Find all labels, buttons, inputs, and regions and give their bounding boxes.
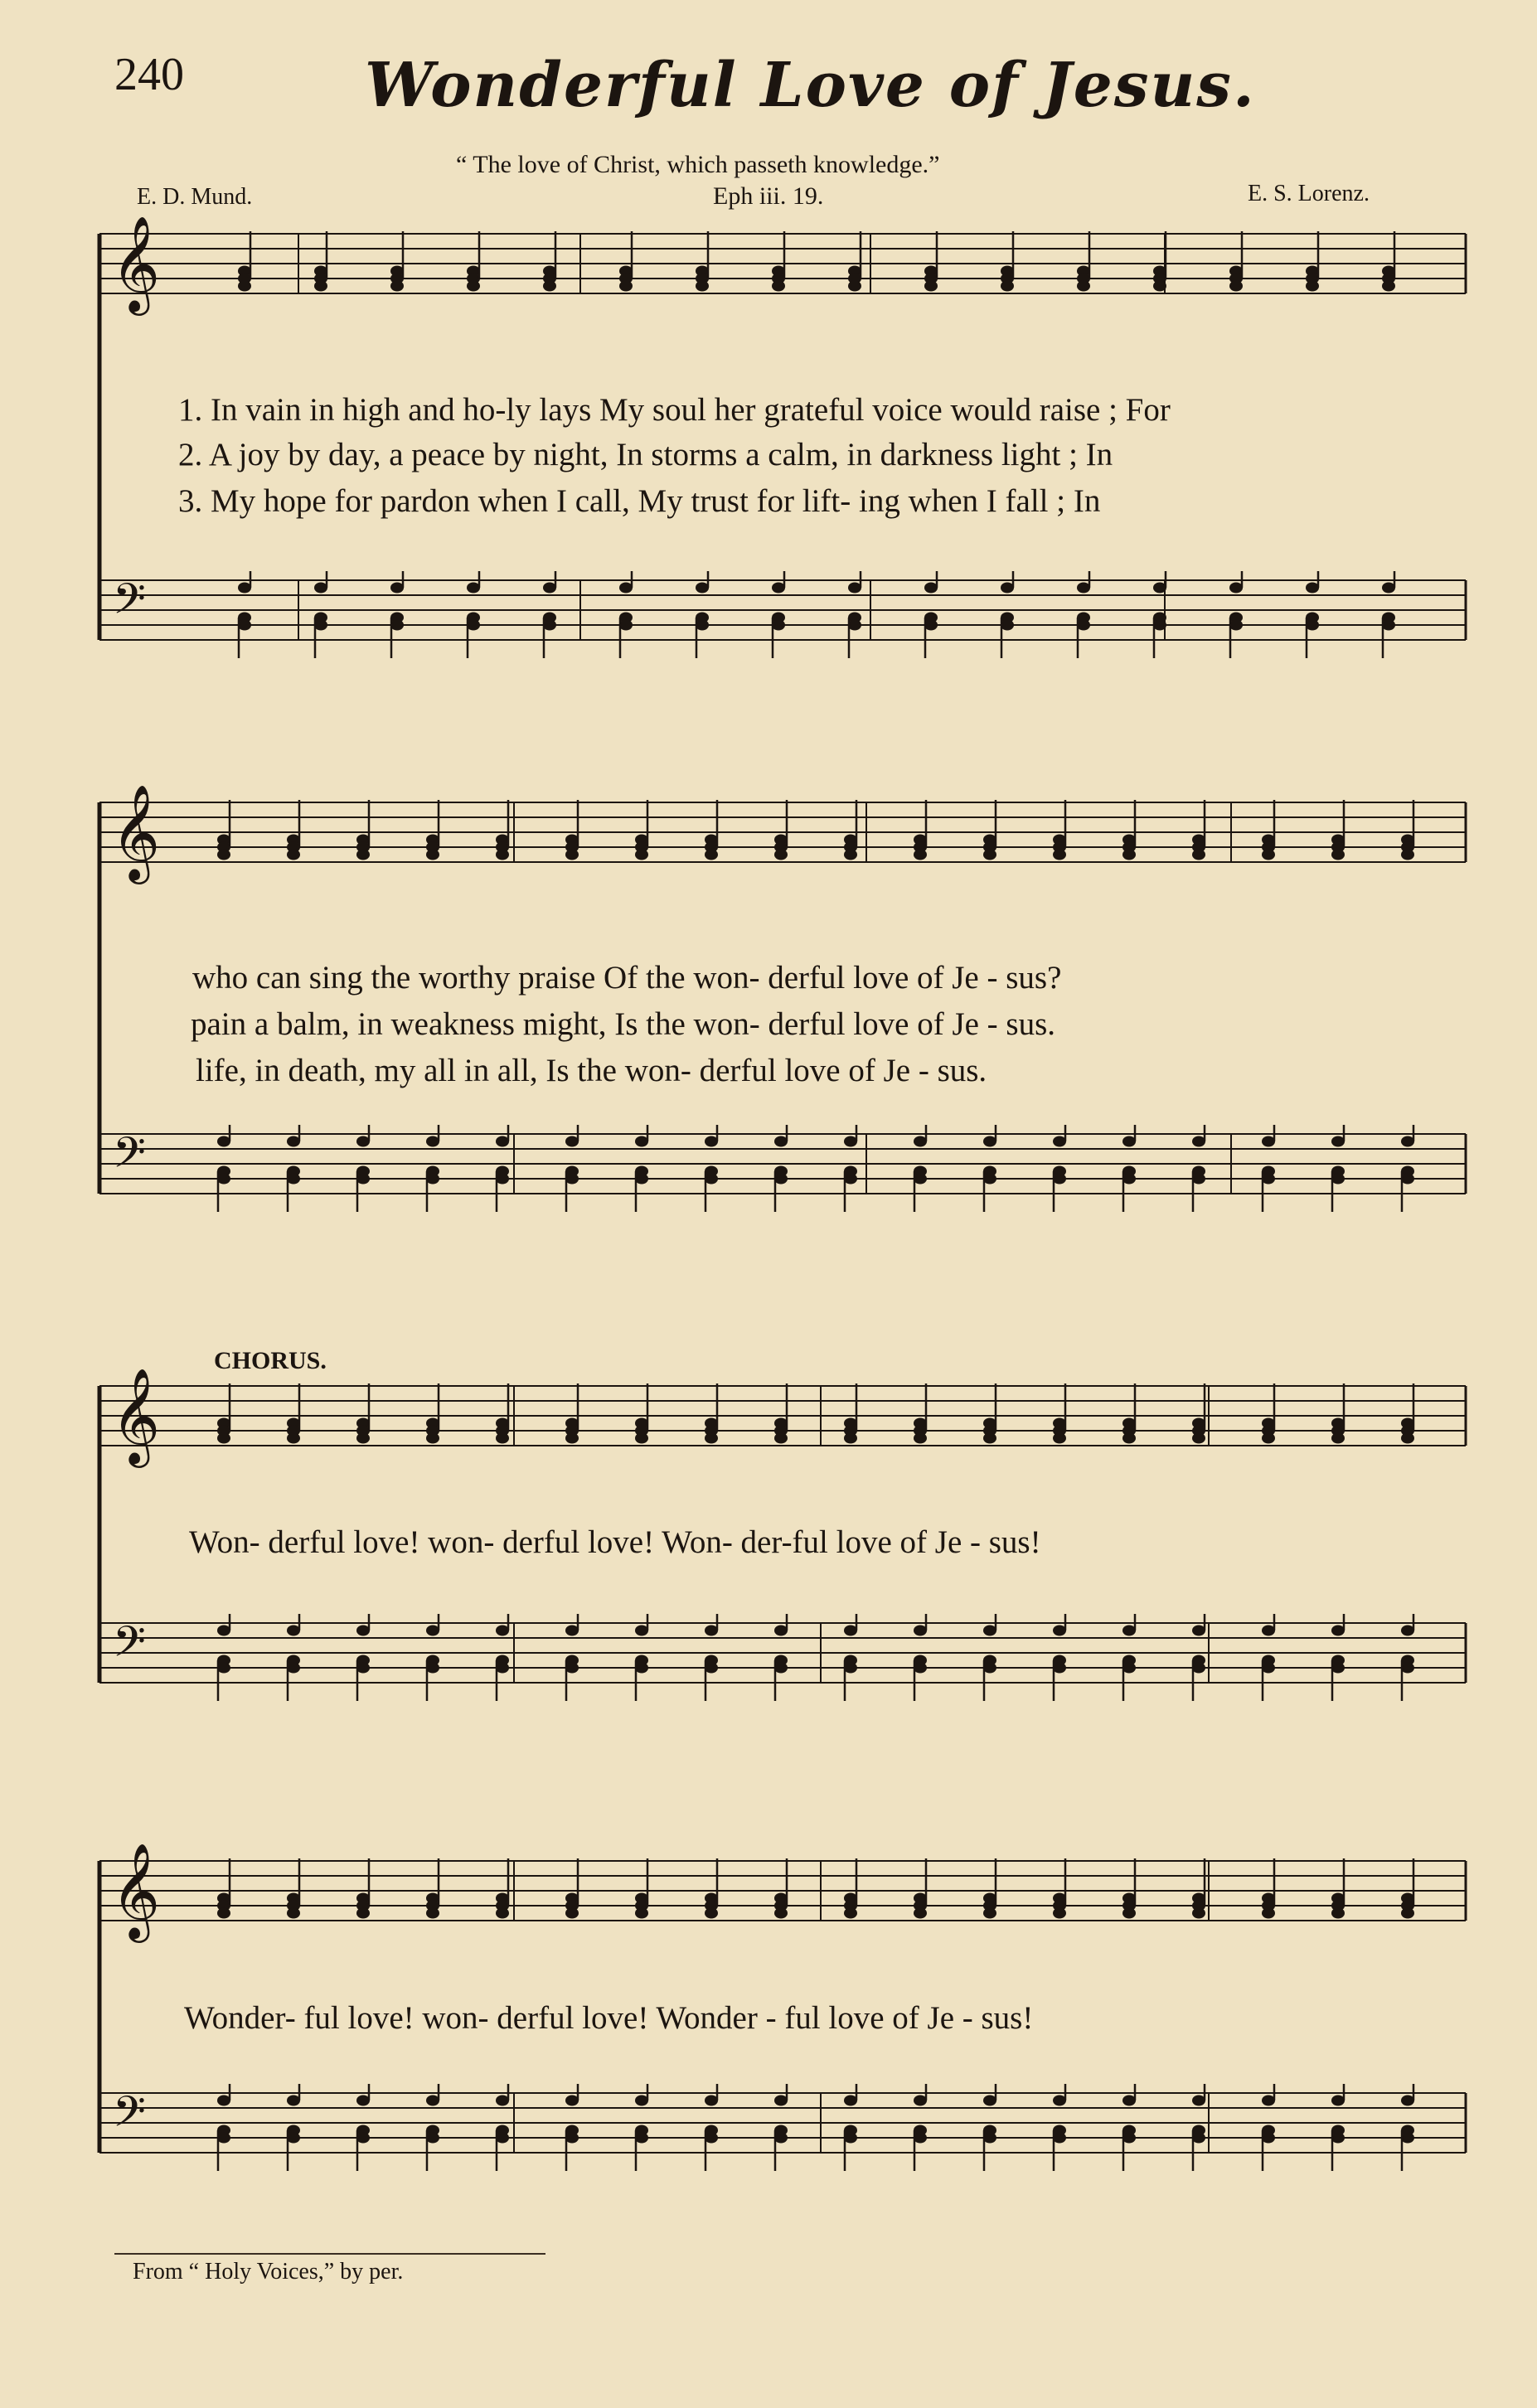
notehead — [467, 281, 480, 292]
notehead — [1401, 2133, 1414, 2144]
notehead — [619, 583, 633, 594]
notehead — [426, 2133, 439, 2144]
notehead — [1229, 281, 1243, 292]
bass-clef-icon: 𝄢 — [113, 2086, 146, 2147]
verse-3-line-2: life, in death, my all in all, Is the won- derful love of Je - sus. — [196, 1053, 987, 1088]
notehead — [1122, 2095, 1136, 2106]
notehead — [467, 620, 480, 631]
bass-clef-icon: 𝄢 — [113, 1127, 146, 1188]
notehead — [1192, 1908, 1205, 1919]
notehead — [1192, 1663, 1205, 1674]
notehead — [1401, 1433, 1414, 1444]
notehead — [774, 1433, 788, 1444]
notehead — [356, 1136, 370, 1147]
treble-clef-icon: 𝄞 — [111, 215, 161, 312]
notehead — [774, 1908, 788, 1919]
notehead — [1192, 1433, 1205, 1444]
notehead — [356, 2095, 370, 2106]
verse-2-line-1: 2. A joy by day, a peace by night, In storms a calm, in darkness light ; In — [178, 437, 1113, 472]
notehead — [983, 1663, 996, 1674]
notehead — [1262, 2133, 1275, 2144]
notehead — [774, 1626, 788, 1636]
notehead — [705, 2095, 718, 2106]
notehead — [774, 2095, 788, 2106]
bass-clef-icon: 𝄢 — [113, 1616, 146, 1677]
notehead — [844, 850, 857, 860]
notehead — [356, 1626, 370, 1636]
notehead — [1053, 2133, 1066, 2144]
notehead — [1382, 583, 1395, 594]
notehead — [1077, 583, 1090, 594]
notehead — [543, 281, 556, 292]
notehead — [1331, 2095, 1345, 2106]
notehead — [772, 583, 785, 594]
notehead — [287, 850, 300, 860]
treble-clef-icon: 𝄞 — [111, 1842, 161, 1939]
notehead — [983, 850, 996, 860]
notehead — [619, 620, 633, 631]
notehead — [238, 281, 251, 292]
notehead — [844, 1136, 857, 1147]
notehead — [1331, 1433, 1345, 1444]
notehead — [924, 620, 938, 631]
notehead — [635, 1136, 648, 1147]
notehead — [696, 583, 709, 594]
notehead — [983, 1136, 996, 1147]
chorus-line-2: Wonder- ful love! won- derful love! Wonder - ful love of Je - sus! — [184, 2000, 1034, 2036]
notehead — [1001, 620, 1014, 631]
notehead — [287, 1174, 300, 1185]
notehead — [635, 1174, 648, 1185]
notehead — [426, 1626, 439, 1636]
notehead — [496, 1174, 509, 1185]
notehead — [1077, 620, 1090, 631]
notehead — [635, 850, 648, 860]
notehead — [496, 1663, 509, 1674]
notehead — [1077, 281, 1090, 292]
notehead — [772, 281, 785, 292]
notehead — [217, 2133, 230, 2144]
notehead — [1331, 1626, 1345, 1636]
notehead — [1262, 1663, 1275, 1674]
notehead — [914, 850, 927, 860]
notehead — [238, 583, 251, 594]
notehead — [924, 281, 938, 292]
notehead — [1331, 1908, 1345, 1919]
notehead — [635, 1663, 648, 1674]
notehead — [1122, 1663, 1136, 1674]
notehead — [565, 1174, 579, 1185]
notehead — [844, 2095, 857, 2106]
notehead — [983, 1626, 996, 1636]
notehead — [1122, 1908, 1136, 1919]
notehead — [844, 1174, 857, 1185]
notehead — [390, 583, 404, 594]
notehead — [565, 850, 579, 860]
notehead — [565, 1626, 579, 1636]
notehead — [426, 1136, 439, 1147]
notehead — [844, 2133, 857, 2144]
notehead — [774, 850, 788, 860]
notehead — [543, 583, 556, 594]
notehead — [496, 2095, 509, 2106]
notehead — [287, 2095, 300, 2106]
notehead — [844, 1663, 857, 1674]
notehead — [1153, 620, 1166, 631]
notehead — [848, 583, 861, 594]
notehead — [426, 1663, 439, 1674]
notehead — [1122, 1433, 1136, 1444]
notehead — [1229, 583, 1243, 594]
notehead — [705, 1174, 718, 1185]
notehead — [1382, 620, 1395, 631]
notehead — [1401, 850, 1414, 860]
notehead — [1053, 1174, 1066, 1185]
notehead — [1001, 583, 1014, 594]
notehead — [356, 850, 370, 860]
notehead — [774, 1663, 788, 1674]
notehead — [983, 2133, 996, 2144]
notehead — [1122, 1174, 1136, 1185]
hymn-title: Wonderful Love of Jesus. — [365, 50, 1256, 121]
notehead — [1053, 850, 1066, 860]
notehead — [1262, 1908, 1275, 1919]
notehead — [356, 1174, 370, 1185]
notehead — [217, 1174, 230, 1185]
notehead — [217, 1908, 230, 1919]
notehead — [1153, 281, 1166, 292]
notehead — [696, 620, 709, 631]
notehead — [914, 1626, 927, 1636]
music-author: E. S. Lorenz. — [1248, 181, 1370, 206]
treble-clef-icon: 𝄞 — [111, 1367, 161, 1464]
notehead — [496, 1908, 509, 1919]
notehead — [217, 1136, 230, 1147]
notehead — [287, 1663, 300, 1674]
notehead — [1192, 2133, 1205, 2144]
notehead — [1122, 2133, 1136, 2144]
notehead — [565, 2095, 579, 2106]
notehead — [848, 620, 861, 631]
notehead — [705, 1136, 718, 1147]
notehead — [635, 2133, 648, 2144]
notehead — [635, 2095, 648, 2106]
notehead — [496, 1433, 509, 1444]
notehead — [1262, 850, 1275, 860]
footer-credit: From “ Holy Voices,” by per. — [133, 2259, 404, 2284]
notehead — [705, 2133, 718, 2144]
notehead — [844, 1626, 857, 1636]
notehead — [390, 281, 404, 292]
notehead — [914, 1663, 927, 1674]
scripture-reference: Eph iii. 19. — [713, 182, 824, 210]
notehead — [1053, 1136, 1066, 1147]
treble-clef-icon: 𝄞 — [111, 783, 161, 880]
notehead — [426, 2095, 439, 2106]
notehead — [635, 1908, 648, 1919]
notehead — [1001, 281, 1014, 292]
chorus-line-1: Won- derful love! won- derful love! Won- der-ful love of Je - sus! — [189, 1524, 1041, 1560]
notehead — [1331, 2133, 1345, 2144]
bass-clef-icon: 𝄢 — [113, 574, 146, 634]
verse-2-line-2: pain a balm, in weakness might, Is the won- derful love of Je - sus. — [191, 1006, 1056, 1042]
notehead — [314, 281, 327, 292]
page-number: 240 — [114, 49, 184, 100]
notehead — [1192, 1136, 1205, 1147]
notehead — [1192, 1626, 1205, 1636]
notehead — [217, 850, 230, 860]
notehead — [983, 1174, 996, 1185]
notehead — [1401, 1136, 1414, 1147]
notehead — [314, 583, 327, 594]
notehead — [426, 1433, 439, 1444]
notehead — [914, 2133, 927, 2144]
notehead — [1306, 620, 1319, 631]
notehead — [844, 1908, 857, 1919]
notehead — [287, 1136, 300, 1147]
notehead — [217, 2095, 230, 2106]
notehead — [1122, 1626, 1136, 1636]
notehead — [496, 1136, 509, 1147]
notehead — [565, 1908, 579, 1919]
notehead — [1401, 1908, 1414, 1919]
notehead — [914, 1174, 927, 1185]
notehead — [844, 1433, 857, 1444]
notehead — [1262, 1433, 1275, 1444]
notehead — [983, 1433, 996, 1444]
notehead — [217, 1626, 230, 1636]
notehead — [1262, 1136, 1275, 1147]
notehead — [1331, 1663, 1345, 1674]
notehead — [390, 620, 404, 631]
notehead — [914, 1136, 927, 1147]
notehead — [1262, 1626, 1275, 1636]
notehead — [426, 850, 439, 860]
notehead — [543, 620, 556, 631]
notehead — [496, 1626, 509, 1636]
notehead — [914, 1908, 927, 1919]
notehead — [1053, 1433, 1066, 1444]
notehead — [496, 850, 509, 860]
notehead — [287, 2133, 300, 2144]
notehead — [1053, 1663, 1066, 1674]
notehead — [287, 1626, 300, 1636]
notehead — [1192, 850, 1205, 860]
notehead — [217, 1663, 230, 1674]
notehead — [848, 281, 861, 292]
footer-rule — [114, 2253, 545, 2255]
notehead — [565, 1663, 579, 1674]
notehead — [238, 620, 251, 631]
notehead — [565, 2133, 579, 2144]
notehead — [426, 1174, 439, 1185]
notehead — [1306, 583, 1319, 594]
notehead — [1053, 2095, 1066, 2106]
notehead — [1192, 2095, 1205, 2106]
notehead — [983, 1908, 996, 1919]
notehead — [287, 1908, 300, 1919]
notehead — [1262, 2095, 1275, 2106]
notehead — [914, 1433, 927, 1444]
notehead — [705, 850, 718, 860]
words-author: E. D. Mund. — [137, 184, 253, 210]
notehead — [1262, 1174, 1275, 1185]
verse-1-line-2: who can sing the worthy praise Of the won- derful love of Je - sus? — [192, 960, 1062, 996]
notehead — [983, 2095, 996, 2106]
notehead — [696, 281, 709, 292]
verse-3-line-1: 3. My hope for pardon when I call, My trust for lift- ing when I fall ; In — [178, 483, 1101, 519]
notehead — [1401, 1663, 1414, 1674]
notehead — [772, 620, 785, 631]
notehead — [426, 1908, 439, 1919]
notehead — [565, 1136, 579, 1147]
notehead — [1192, 1174, 1205, 1185]
notehead — [356, 1663, 370, 1674]
notehead — [705, 1663, 718, 1674]
notehead — [705, 1626, 718, 1636]
notehead — [1401, 2095, 1414, 2106]
notehead — [619, 281, 633, 292]
notehead — [1331, 1174, 1345, 1185]
notehead — [774, 2133, 788, 2144]
notehead — [1122, 850, 1136, 860]
notehead — [1331, 1136, 1345, 1147]
notehead — [774, 1136, 788, 1147]
notehead — [467, 583, 480, 594]
notehead — [1401, 1626, 1414, 1636]
notehead — [217, 1433, 230, 1444]
chorus-label: CHORUS. — [214, 1347, 327, 1374]
notehead — [1153, 583, 1166, 594]
notehead — [1053, 1626, 1066, 1636]
verse-1-line-1: 1. In vain in high and ho-ly lays My soul her grateful voice would raise ; For — [178, 392, 1171, 428]
notehead — [356, 2133, 370, 2144]
notehead — [1122, 1136, 1136, 1147]
epigraph: “ The love of Christ, which passeth knowledge.” — [456, 151, 940, 178]
notehead — [287, 1433, 300, 1444]
notehead — [314, 620, 327, 631]
notehead — [774, 1174, 788, 1185]
notehead — [635, 1433, 648, 1444]
notehead — [1331, 850, 1345, 860]
notehead — [635, 1626, 648, 1636]
notehead — [1306, 281, 1319, 292]
notehead — [1053, 1908, 1066, 1919]
notehead — [1229, 620, 1243, 631]
notehead — [356, 1908, 370, 1919]
notehead — [705, 1433, 718, 1444]
notehead — [496, 2133, 509, 2144]
notehead — [924, 583, 938, 594]
notehead — [1382, 281, 1395, 292]
notehead — [356, 1433, 370, 1444]
notehead — [565, 1433, 579, 1444]
notehead — [1401, 1174, 1414, 1185]
notehead — [914, 2095, 927, 2106]
notehead — [705, 1908, 718, 1919]
